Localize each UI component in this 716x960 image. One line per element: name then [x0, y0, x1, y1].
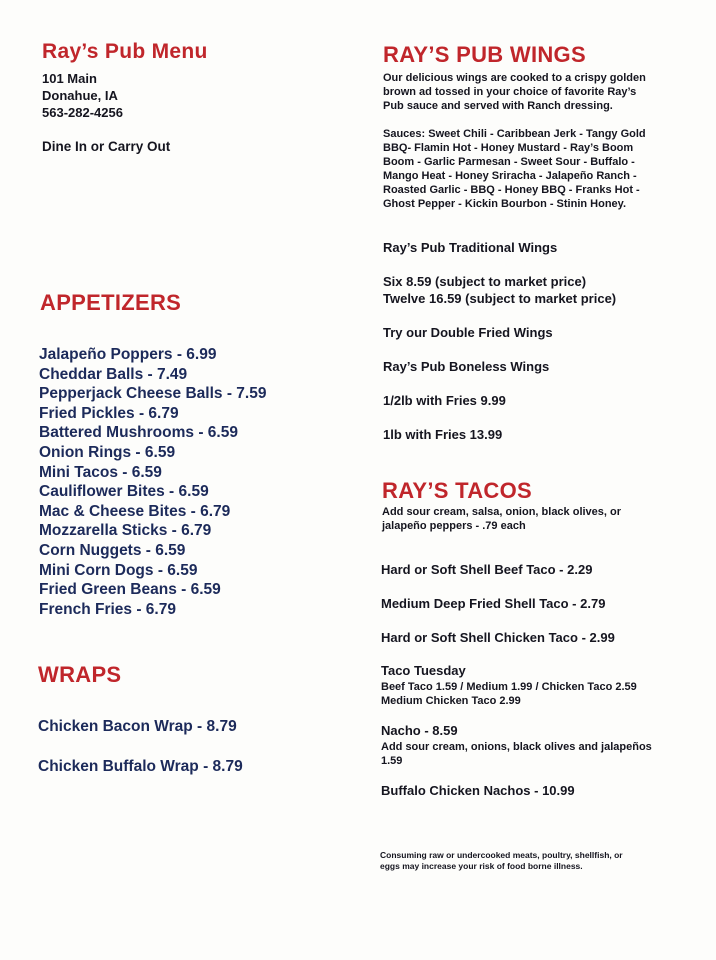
disclaimer-line: Consuming raw or undercooked meats, poultry, shellfish, or: [380, 850, 623, 860]
one-lb-price: 1lb with Fries 13.99: [383, 427, 503, 442]
half-lb-price: 1/2lb with Fries 9.99: [383, 393, 506, 408]
wings-description-line: Pub sauce and served with Ranch dressing.: [383, 100, 613, 112]
food-safety-disclaimer: [380, 850, 623, 872]
list-item: Cauliflower Bites - 6.59: [39, 483, 209, 501]
service-note: Dine In or Carry Out: [42, 139, 171, 154]
list-item: Mini Tacos - 6.59: [39, 463, 162, 481]
wings-description: [383, 71, 646, 113]
appetizers-list: [39, 345, 266, 619]
list-item: Corn Nuggets - 6.59: [39, 541, 186, 559]
twelve-wings-price: Twelve 16.59 (subject to market price): [383, 291, 617, 306]
sauces-line: Sauces: Sweet Chili - Caribbean Jerk - Tangy Gold: [383, 128, 646, 140]
sauces-line: BBQ- Flamin Hot - Honey Mustard - Ray’s Boom: [383, 142, 634, 154]
taco-tuesday-line: Beef Taco 1.59 / Medium 1.99 / Chicken Taco 2.59: [381, 681, 637, 693]
list-item: Fried Pickles - 6.79: [39, 404, 179, 422]
list-item: Onion Rings - 6.59: [39, 443, 176, 461]
wing-sauces: [383, 127, 646, 211]
list-item: Pepperjack Cheese Balls - 7.59: [39, 385, 267, 403]
sauces-line: Roasted Garlic - BBQ - Honey BBQ - Franks Hot -: [383, 184, 640, 196]
wings-description-line: brown ad tossed in your choice of favorite Ray’s: [383, 86, 637, 98]
taco-tuesday-title: Taco Tuesday: [381, 663, 466, 678]
beef-taco: Hard or Soft Shell Beef Taco - 2.29: [381, 562, 593, 577]
left-column: [42, 40, 342, 154]
sauces-line: Boom - Garlic Parmesan - Sweet Sour - Buffalo -: [383, 156, 635, 168]
wings-heading: RAY’S PUB WINGS: [383, 42, 586, 67]
nacho-addons-line: Add sour cream, onions, black olives and jalapeños: [381, 741, 652, 753]
wings-description-line: Our delicious wings are cooked to a crispy golden: [383, 72, 646, 84]
taco-tuesday-line: Medium Chicken Taco 2.99: [381, 695, 521, 707]
taco-addons-line: Add sour cream, salsa, onion, black olives, or: [382, 506, 622, 518]
appetizers-heading: APPETIZERS: [40, 290, 182, 315]
list-item: French Fries - 6.79: [39, 600, 176, 618]
traditional-wings: Ray’s Pub Traditional Wings: [383, 240, 558, 255]
list-item: Cheddar Balls - 7.49: [39, 365, 188, 383]
address-line-1: 101 Main: [42, 71, 97, 86]
wraps-heading: WRAPS: [38, 662, 122, 687]
double-fried-wings: Try our Double Fried Wings: [383, 325, 553, 340]
list-item: Battered Mushrooms - 6.59: [39, 424, 238, 442]
tacos-heading: RAY’S TACOS: [382, 478, 532, 503]
boneless-wings: Ray’s Pub Boneless Wings: [383, 359, 550, 374]
deep-fried-taco: Medium Deep Fried Shell Taco - 2.79: [381, 596, 606, 611]
buffalo-chicken-nachos: Buffalo Chicken Nachos - 10.99: [381, 783, 575, 798]
address-line-2: Donahue, IA: [42, 88, 118, 103]
phone-number: 563-282-4256: [42, 105, 123, 120]
nacho-item: Nacho - 8.59: [381, 723, 458, 738]
list-item: Mozzarella Sticks - 6.79: [39, 522, 212, 540]
six-wings-price: Six 8.59 (subject to market price): [383, 274, 587, 289]
list-item: Mini Corn Dogs - 6.59: [39, 561, 198, 579]
taco-addons-line: jalapeño peppers - .79 each: [382, 520, 526, 532]
list-item: Mac & Cheese Bites - 6.79: [39, 502, 231, 520]
menu-title: Ray’s Pub Menu: [42, 40, 208, 63]
list-item: Fried Green Beans - 6.59: [39, 581, 221, 599]
wrap-item-chicken-buffalo: Chicken Buffalo Wrap - 8.79: [38, 758, 243, 775]
sauces-line: Ghost Pepper - Kickin Bourbon - Stinin Honey.: [383, 198, 627, 210]
list-item: Jalapeño Poppers - 6.99: [39, 346, 217, 363]
wrap-item-chicken-bacon: Chicken Bacon Wrap - 8.79: [38, 718, 237, 735]
taco-addons: [382, 505, 621, 533]
sauces-line: Mango Heat - Honey Sriracha - Jalapeño Ranch -: [383, 170, 637, 182]
disclaimer-line: eggs may increase your risk of food borne illness.: [380, 861, 583, 871]
chicken-taco: Hard or Soft Shell Chicken Taco - 2.99: [381, 630, 615, 645]
nacho-addons-line: 1.59: [381, 755, 403, 767]
